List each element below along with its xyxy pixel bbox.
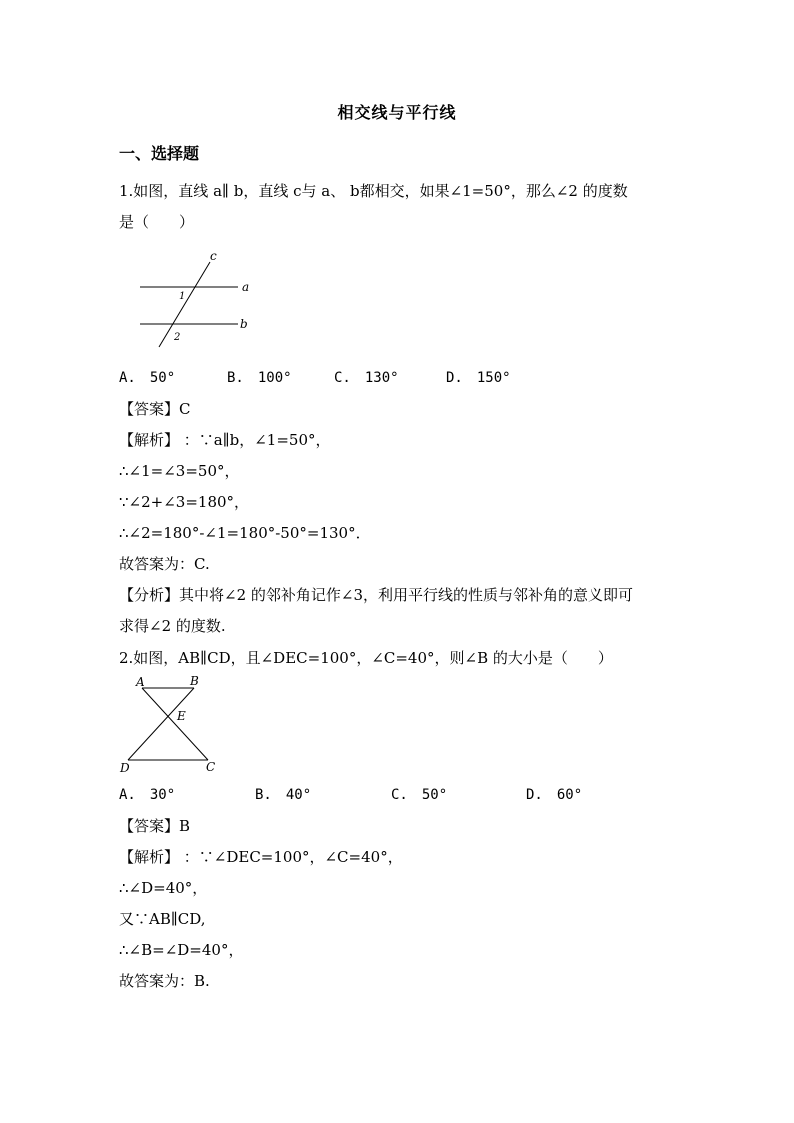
q1-analysis-5: 故答案为：C. [119,555,210,573]
line-c [159,262,210,347]
label-angle-1: 1 [179,291,186,302]
label-E: E [177,709,186,723]
q2-option-d[interactable]: D. 60° [526,787,583,803]
q1-analysis-3: ∵∠2+∠3=180°， [119,493,250,511]
q1-analysis-4: ∴∠2=180°-∠1=180°-50°=130°． [119,524,371,542]
q1-option-b[interactable]: B. 100° [227,370,292,386]
q2-options [119,784,582,806]
q2-analysis-3: 又∵AB∥CD, [119,910,206,928]
q2-answer: 【答案】B [119,817,191,835]
label-C: C [206,760,216,774]
q1-option-a[interactable]: A. 50° [119,370,176,386]
q2-option-a[interactable]: A. 30° [119,787,176,803]
label-B: B [190,674,199,688]
q1-options [119,367,511,389]
label-b: b [240,317,248,331]
label-D: D [120,761,130,775]
q1-stem-line1: 1.如图，直线 a∥ b，直线 c与 a、 b都相交，如果∠1=50°，那么∠2 的度数 [119,182,628,200]
q2-figure [118,672,228,778]
segment-bd [128,688,194,760]
q2-analysis-4: ∴∠B=∠D=40°， [119,941,244,959]
label-A: A [136,675,145,689]
q2-option-b[interactable]: B. 40° [255,787,312,803]
q2-option-c[interactable]: C. 50° [391,787,448,803]
q1-option-d[interactable]: D. 150° [446,370,511,386]
q2-analysis-5: 故答案为：B. [119,972,210,990]
q1-answer: 【答案】C [119,400,191,418]
q1-stem-line2: 是（ ） [119,213,195,231]
label-a: a [242,280,250,294]
label-angle-2: 2 [174,332,181,343]
q1-option-c[interactable]: C. 130° [334,370,399,386]
q2-stem: 2.如图，AB∥CD，且∠DEC=100°，∠C=40°，则∠B 的大小是（ ） [119,649,613,667]
segment-ac [142,688,208,760]
q2-analysis-2: ∴∠D=40°， [119,879,208,897]
q1-figure [130,248,260,350]
page-title: 相交线与平行线 [337,103,457,122]
q1-analysis-2: ∴∠1=∠3=50°， [119,462,240,480]
q1-fenxi-line1: 【分析】其中将∠2 的邻补角记作∠3，利用平行线的性质与邻补角的意义即可 [119,586,633,604]
q1-analysis-1: 【解析】 ：∵a∥b，∠1=50°， [119,431,331,449]
label-c: c [210,249,217,263]
section-heading: 一、选择题 [119,144,200,163]
q2-analysis-1: 【解析】 ：∵∠DEC=100°，∠C=40°， [119,848,403,866]
q1-fenxi-line2: 求得∠2 的度数. [119,617,226,635]
